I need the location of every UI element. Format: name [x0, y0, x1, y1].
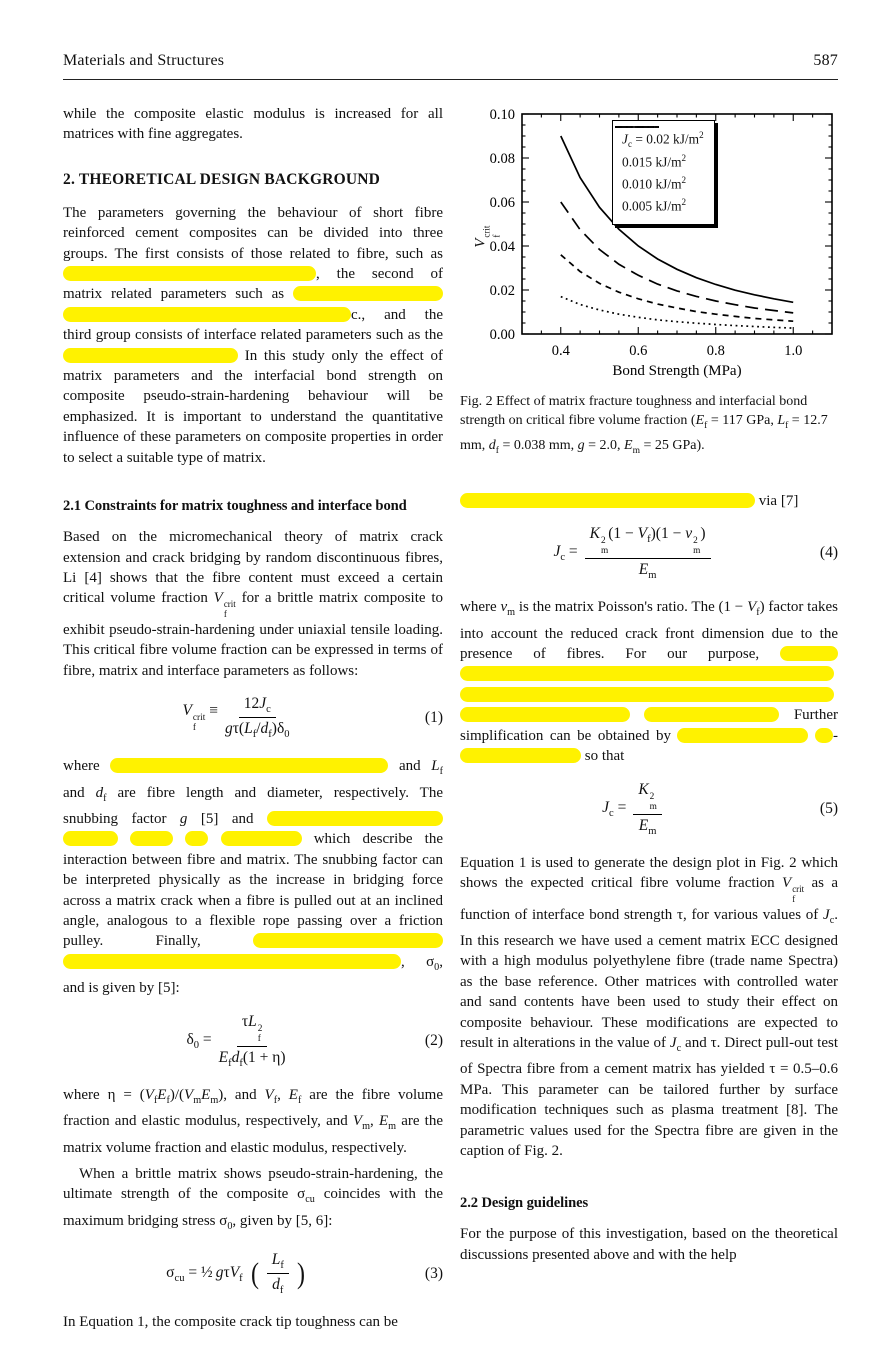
redaction-highlight: [63, 348, 238, 363]
y-tick-label: 0.04: [489, 239, 515, 255]
text-run: Based on the micromechanical theory of matrix crack extension and crack bridging by random discontinuous fibres, Li [4] shows that the fibre content must exceed a certain critical volume fraction V crit f for a brittle matrix composite to exhibit pseudo-strain-hardening under uniaxial tensile loading. This critical fibre volume fraction can be expressed in terms of fibre, matrix and interface parameters as follows:: [63, 529, 443, 679]
page-number: 587: [813, 52, 838, 69]
equation-3-fraction: $\frac{L_f}{d_f}$: [267, 1251, 289, 1296]
chart-legend: [612, 120, 715, 225]
x-tick-label: 0.8: [706, 343, 725, 359]
subsection-heading-2-1: 2.1 Constraints for matrix toughness and interface bond: [63, 498, 407, 515]
text-run: In Equation 1, the composite crack tip toughness can be: [63, 1314, 398, 1331]
legend-label: $J_c = 0.02$ $kJ/m^2$: [622, 130, 704, 150]
equation-4-fraction: K 2 m $(1 - V_f)(1 - v$ 2 m ) $E_m$: [585, 525, 711, 581]
equation-2-lhs: $\delta_0$ =: [186, 1030, 212, 1051]
paragraph-design-guidelines: [460, 1224, 838, 1265]
text-run: [173, 831, 185, 847]
y-tick-label: 0.06: [489, 195, 515, 211]
equation-1-fraction: $\frac{12J_c}{g\tau(L_f/d_f)\delta_0}$: [224, 694, 290, 741]
redaction-highlight: [110, 758, 388, 773]
paragraph-via-7: [460, 491, 838, 511]
redaction-highlight: [460, 687, 834, 702]
paragraph-intro: [63, 104, 443, 145]
equation-3: $\sigma_{cu}$ = ½ gτV$_f$ ( $\frac{L_f}{d_f}$ ) (3): [166, 1251, 443, 1297]
redaction-highlight: [815, 728, 833, 743]
text-run: The parameters governing the behaviour of short fibre reinforced cement composites can be divided into three groups. The first consists of those related to fibre, such as: [63, 204, 443, 262]
text-run: Further simplification can be obtained by: [460, 707, 838, 744]
equation-1-number: (1): [424, 708, 443, 726]
left-column: [63, 104, 443, 1346]
text-run: c., and the third group consists of interface related parameters such as the: [63, 306, 443, 344]
paragraph-parameters: [63, 203, 443, 468]
text-run: [208, 831, 220, 847]
series-line-2: [561, 255, 793, 321]
text-run: -: [833, 727, 838, 744]
equation-1: [63, 695, 443, 740]
legend-entry-1: [622, 151, 704, 173]
x-tick-label: 0.4: [551, 343, 570, 359]
paragraph-poisson: [460, 597, 838, 766]
equation-2-fraction: τL 2 f $E_fd_f(1 + \eta)$: [218, 1012, 286, 1069]
equation-3-lhs: $\sigma_{cu}$ = ½ gτV$_f$: [166, 1263, 243, 1284]
redaction-highlight: [460, 493, 755, 508]
redaction-highlight: [63, 954, 401, 969]
paragraph-where-eq1: [63, 756, 443, 998]
text-run: , $\sigma_0$, and is given by [5]:: [63, 953, 443, 997]
legend-entry-2: [622, 173, 704, 195]
equation-4-number: (4): [819, 544, 838, 562]
text-run: and $L_f$ and $d_f$ are fibre length and diameter, respectively. The snubbing factor g [5] and: [63, 758, 443, 827]
redaction-highlight: [677, 728, 808, 743]
text-run: , the second of matrix related parameters such as: [63, 266, 443, 303]
redaction-highlight: [267, 811, 443, 826]
figure-2-chart: [460, 104, 838, 380]
redaction-highlight: [63, 266, 316, 281]
x-axis-label: Bond Strength (MPa): [612, 363, 742, 378]
text-run: [630, 707, 644, 723]
paragraph-design-plot: [460, 853, 838, 1162]
paragraph-brittle-matrix: [63, 1164, 443, 1237]
text-run: [118, 831, 130, 847]
right-column: [460, 104, 838, 1346]
text-run: where $v_m$ is the matrix Poisson's ratio. The $(1 - V_f)$ factor takes into account the reduced crack front dimension due to the presence of fibres. For our purpose,: [460, 599, 838, 663]
equation-2-number: (2): [424, 1031, 443, 1049]
redaction-highlight: [780, 646, 838, 661]
paragraph-where-eq2: [63, 1085, 443, 1158]
equation-5: [460, 781, 838, 837]
redaction-highlight: [130, 831, 173, 846]
redaction-highlight: [460, 666, 834, 681]
legend-label: 0.005 $kJ/m^2$: [622, 197, 687, 214]
text-run: Equation 1 is used to generate the design plot in Fig. 2 which shows the expected critical fibre volume fraction V crit f as a function of interface bond strength τ, for various values of $J_c$. In this research we have used a cement matrix ECC designed with a high modulus polyethylene fibre (trade name Spectra) as the base reference. Other matrices with controlled water and sand contents have been used to study their effect on composite behaviour. These modifications are expected to result in alterations in the value of $J_c$ and τ. Direct pull-out test of Spectra fibre from a cement matrix has yielded τ = 0.5–0.6 MPa. This parameter can be tailored further by surface modification techniques such as plasma treatment [8]. The parametric values used for the Spectra fibre are given in the caption of Fig. 2.: [460, 854, 838, 1160]
text-run: Fig. 2 Effect of matrix fracture toughness and interfacial bond strength on critical fibre volume fraction ($E_f = 117$ GPa, $L_f = 12.7$ mm, $d_f = 0.038$ mm, g = 2.0, $E_m = 25$ GPa).: [460, 394, 828, 456]
redaction-highlight: [221, 831, 302, 846]
series-line-3: [561, 297, 793, 329]
text-run: where: [63, 758, 111, 775]
paragraph-micromechanics: [63, 527, 443, 681]
x-tick-label: 0.6: [629, 343, 648, 359]
y-tick-label: 0.10: [489, 107, 515, 123]
legend-entry-3: [622, 195, 704, 217]
subsection-heading-2-2: 2.2 Design guidelines: [460, 1195, 589, 1212]
equation-4-lhs: $J_c$ =: [553, 543, 578, 564]
y-tick-label: 0.08: [489, 151, 515, 167]
redaction-highlight: [253, 933, 443, 948]
redaction-highlight: [460, 707, 630, 722]
journal-title: Materials and Structures: [63, 52, 225, 69]
equation-5-fraction: K 2 m $E_m$: [633, 781, 662, 837]
legend-label: 0.015 $kJ/m^2$: [622, 153, 687, 170]
legend-line-sample: [613, 121, 661, 133]
text-run: where $\eta = (V_fE_f)/(V_mE_m)$, and $V_f$, $E_f$ are the fibre volume fraction and elastic modulus, respectively, and $V_m$, $E_m$ are the matrix volume fraction and elastic modulus, respectively.: [63, 1086, 444, 1156]
text-run: which describe the interaction between fibre and matrix. The snubbing factor can be interpreted physically as the increase in bridging force across a matrix crack when a fibre is pulled out at an inclined angle, analogous to a flexible rope passing over a friction pulley. Finally,: [63, 831, 443, 950]
text-run: so that: [581, 748, 625, 765]
redaction-highlight: [63, 307, 351, 322]
equation-3-number: (3): [424, 1264, 443, 1282]
figure-2-caption: [460, 392, 838, 461]
equation-4: [460, 525, 838, 581]
text-run: while the composite elastic modulus is increased for all matrices with fine aggregates.: [63, 106, 443, 143]
paragraph-crack-tip: [63, 1312, 443, 1332]
redaction-highlight: [293, 286, 443, 301]
two-column-body: [63, 104, 838, 1346]
equation-1-lhs: V crit f ≡: [182, 701, 218, 734]
legend-label: 0.010 $kJ/m^2$: [622, 175, 687, 192]
redaction-highlight: [63, 831, 118, 846]
y-axis-label: V crit f: [472, 225, 501, 248]
equation-2: [63, 1013, 443, 1069]
text-run: In this study only the effect of matrix parameters and the interfacial bond strength on composite pseudo-strain-hardening behaviour will be emphasized. It is important to understand the quantitative influence of these parameters on composite properties in order to select a suitable type of matrix.: [63, 347, 443, 466]
redaction-highlight: [644, 707, 779, 722]
text-run: When a brittle matrix shows pseudo-strain-hardening, the ultimate strength of the composite $\sigma_{cu}$ coincides with the maximum bridging stress $\sigma_0$, given by [5, 6]:: [63, 1166, 444, 1232]
redaction-highlight: [185, 831, 208, 846]
text-run: via [7]: [755, 492, 799, 509]
y-tick-label: 0.02: [489, 283, 515, 299]
text-run: For the purpose of this investigation, based on the theoretical discussions presented above and with the help: [460, 1226, 838, 1263]
equation-5-number: (5): [819, 799, 838, 817]
y-tick-label: 0.00: [489, 327, 515, 343]
redaction-highlight: [460, 748, 581, 763]
header-rule: [63, 79, 838, 80]
section-heading-2: 2. THEORETICAL DESIGN BACKGROUND: [63, 170, 381, 188]
x-tick-label: 1.0: [784, 343, 803, 359]
page-header: [63, 52, 838, 70]
equation-5-lhs: $J_c$ =: [602, 798, 627, 819]
